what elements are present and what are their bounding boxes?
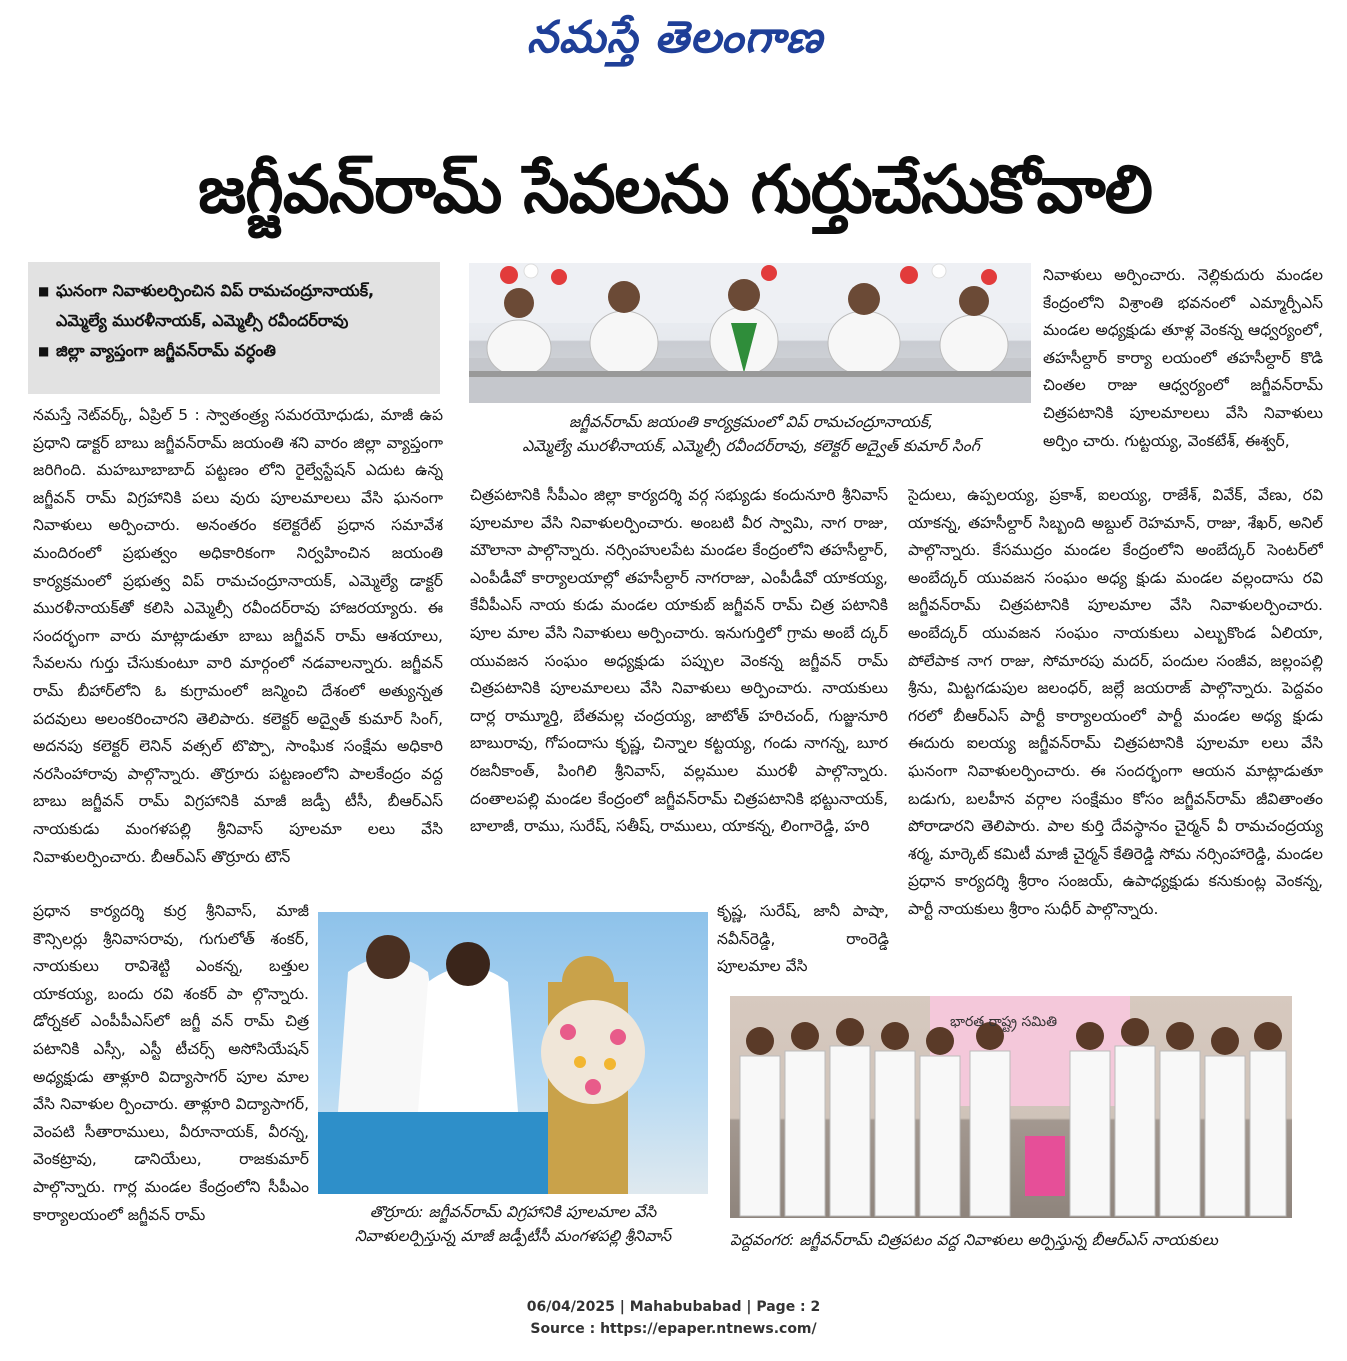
article-paragraph: కృష్ణ, సురేష్, జానీ పాషా, నవీన్‌రెడ్డి, రాంరెడ్డి పూలమాల వేసి bbox=[717, 902, 889, 976]
page-footer bbox=[0, 1296, 1347, 1340]
deck-item-continuation bbox=[38, 306, 430, 336]
article-column-3-continued bbox=[908, 482, 1323, 982]
deck-box bbox=[28, 262, 440, 394]
article-paragraph: నివాళులు అర్పించారు. నెల్లికుదురు మండల కేంద్రంలోని విశ్రాంతి భవనంలో ఎమ్మార్పీఎస్ మండల అధ్యక్షుడు తూళ్ల వెంకన్న ఆధ్వర్యంలో, తహసీల్దార్ కార్యా లయంలో తహసీల్దార్ కొడి చింతల రాజు ఆధ్వర్యంలో జగ్జీవన్‌రామ్ చిత్రపటానికి పూలమాలలు వేసి నివాళులు అర్పిం చారు. గుట్టయ్య, వెంకటేశ్, ఈశ్వర్, bbox=[1043, 266, 1323, 450]
photo3-caption: పెద్దవంగర: జగ్జీవన్‌రామ్ చిత్రపటం వద్ద నివాళులు అర్పిస్తున్న బీఆర్‌ఎస్ నాయకులు bbox=[730, 1231, 1218, 1249]
deck-item bbox=[38, 276, 430, 306]
photo-group-illustration bbox=[730, 996, 1292, 1218]
footer-source: Source : https://epaper.ntnews.com/ bbox=[530, 1321, 817, 1337]
masthead-title: నమస్తే తెలంగాణ bbox=[526, 12, 824, 63]
footer-edition-info: 06/04/2025 | Mahabubabad | Page : 2 bbox=[526, 1299, 821, 1315]
photo-officials-dais bbox=[469, 263, 1031, 403]
photo-officials-illustration bbox=[469, 263, 1031, 403]
article-column-2 bbox=[470, 482, 888, 896]
photo2-caption bbox=[318, 1200, 708, 1250]
caption-line: జగ్జీవన్‌రామ్ జయంతి కార్యక్రమంలో విప్ రామచంద్రూనాయక్, bbox=[568, 413, 934, 431]
article-paragraph: సైదులు, ఉప్పలయ్య, ప్రకాశ్, ఐలయ్య, రాజేశ్, వివేక్, వేణు, రవి యాకన్న, తహసీల్దార్ సిబ్బంది అబ్దుల్ రెహమాన్, రాజు, శేఖర్, అనిల్ పాల్గొన్నారు. కేసముద్రం మండల కేంద్రంలోని అంబేద్కర్ సెంటర్‌లో అంబేద్కర్ యువజన సంఘం అధ్య క్షుడు మండల వల్లందాసు రవి జగ్జీవన్‌రామ్ చిత్రపటానికి పూలమాల వేసి నివాళులర్పించారు. అంబేద్కర్ యువజన సంఘం నాయకులు ఎల్బుకొండ ఏలియా, పోలేపాక నాగ రాజు, సోమారపు మదర్, పందుల సంజీవ, జల్లంపల్లి శ్రీను, మిట్టగడుపుల జలంధర్, జల్లే జయరాజ్ పాల్గొన్నారు. పెద్దవం గరలో బీఆర్‌ఎస్ పార్టీ కార్యాలయంలో పార్టీ మండల అధ్య క్షుడు ఈదురు ఐలయ్య జగ్జీవన్‌రామ్ చిత్రపటానికి పూలమా లలు వేసి ఘనంగా నివాళులర్పించారు. ఈ సందర్భంగా ఆయన మాట్లాడుతూ బడుగు, బలహీన వర్గాల సంక్షేమం కోసం జగ్జీవన్‌రామ్ జీవితాంతం పోరాడారని తెలిపారు. పాల కుర్తి దేవస్థానం చైర్మన్ వీ రామచంద్రయ్య శర్మ, మార్కెట్ కమిటీ మాజీ చైర్మన్ కేతిరెడ్డి సోమ నర్సింహారెడ్డి, మండల ప్రధాన కార్యదర్శి శ్రీరాం సంజయ్, ఉపాధ్యక్షుడు కనుకుంట్ల వెంకన్న, పార్టీ నాయకులు శ్రీరాం సుధీర్ పాల్గొన్నారు. bbox=[908, 486, 1323, 918]
masthead bbox=[470, 12, 880, 74]
headline: జగ్జీవన్‌రామ్ సేవలను గుర్తుచేసుకోవాలి bbox=[198, 151, 1152, 228]
deck-item-text: ఘనంగా నివాళులర్పించిన విప్ రామచంద్రూనాయక్, bbox=[56, 281, 375, 300]
article-column-1 bbox=[33, 402, 443, 896]
deck-item-text: ఎమ్మెల్యే మురళీనాయక్, ఎమ్మెల్సీ రవీందర్‌రావు bbox=[56, 311, 349, 330]
photo-statue-garlanding bbox=[318, 912, 708, 1194]
photo-statue-illustration bbox=[318, 912, 708, 1194]
article-column-1-continued bbox=[33, 898, 309, 1256]
square-bullet-icon: ■ bbox=[38, 344, 50, 358]
banner-text: భారత రాష్ట్ర సమితి bbox=[950, 1014, 1058, 1030]
article-column-3 bbox=[1043, 262, 1323, 484]
deck-item-text: జిల్లా వ్యాప్తంగా జగ్జీవన్‌రామ్ వర్ధంతి bbox=[56, 341, 276, 360]
square-bullet-icon: ■ bbox=[38, 284, 50, 298]
article-paragraph: చిత్రపటానికి సీపీఎం జిల్లా కార్యదర్శి వర్గ సభ్యుడు కందునూరి శ్రీనివాస్ పూలమాల వేసి నివాళులర్పించారు. అంబటి వీర స్వామి, నాగ రాజు, మౌలానా పాల్గొన్నారు. నర్సింహులపేట మండల కేంద్రంలోని తహసీల్దార్, ఎంపీడీవో కార్యాలయాల్లో తహసీల్దార్ నాగరాజు, ఎంపీడీవో యాకయ్య, కేవీపీఎస్ నాయ కుడు మండల యాకుబ్ జగ్జీవన్ రామ్ చిత్ర పటానికి పూల మాల వేసి నివాళులు అర్పించారు. ఇనుగుర్తిలో గ్రామ అంబే ద్కర్ యువజన సంఘం అధ్యక్షుడు పప్పుల వెంకన్న జగ్జీవన్ రామ్ చిత్రపటానికి పూలమాలలు వేసి నివాళులు అర్పించారు. నాయకులు దార్ల రామ్మూర్తి, బేతమల్ల చంద్రయ్య, జాటోత్ హరిచంద్, గుజ్జునూరి బాబురావు, గోపందాసు కృష్ణ, చిన్నాల కట్టయ్య, గండు నాగన్న, బూర రజనీకాంత్, పింగిలి శ్రీనివాస్, వల్లముల మురళీ పాల్గొన్నారు. దంతాలపల్లి మండల కేంద్రంలో జగ్జీవన్‌రామ్ చిత్రపటానికి భట్టునాయక్, బాలాజీ, రాము, సురేష్, సతీష్, రాములు, యాకన్న, లింగారెడ్డి, హరి bbox=[470, 486, 888, 836]
caption-line: ఎమ్మెల్యే మురళీనాయక్, ఎమ్మెల్సీ రవీందర్‌రావు, కలెక్టర్ అద్వైత్ కుమార్ సింగ్ bbox=[522, 437, 980, 455]
caption-line: నివాళులర్పిస్తున్న మాజీ జడ్పీటీసీ మంగళపల్లి శ్రీనివాస్ bbox=[354, 1227, 672, 1245]
caption-line: తొర్రూరు: జగ్జీవన్‌రామ్ విగ్రహానికి పూలమాల వేసి bbox=[369, 1203, 657, 1221]
article-column-2-continued bbox=[717, 898, 889, 1010]
photo-brs-leaders-group bbox=[730, 996, 1292, 1218]
article-paragraph: ప్రధాన కార్యదర్శి కుర్ర శ్రీనివాస్, మాజీ కౌన్సిలర్లు శ్రీనివాసరావు, గుగులోత్ శంకర్, నాయకులు రావిశెట్టి ఎంకన్న, బత్తుల యాకయ్య, బందు రవి శంకర్ పా ల్గొన్నారు. డోర్నకల్ ఎంపీపీఎస్‌లో జగ్జీ వన్ రామ్ చిత్ర పటానికి ఎస్సీ, ఎస్టీ టీచర్స్ అసోసియేషన్ అధ్యక్షుడు తాళ్లూరి విద్యాసాగర్ పూల మాల వేసి నివాళుల ర్పించారు. తాళ్లూరి విద్యాసాగర్, వెంపటి సీతారాములు, వీరూనాయక్, వీరన్న, వెంకట్రావు, డానియేలు, రాజకుమార్ పాల్గొన్నారు. గార్ల మండల కేంద్రంలోని సీపీఎం కార్యాలయంలో జగ్జీవన్ రామ్ bbox=[33, 902, 309, 1224]
photo1-caption bbox=[470, 410, 1032, 464]
article-paragraph: నమస్తే నెట్‌వర్క్, ఏప్రిల్ 5 : స్వాతంత్ర్య సమరయోధుడు, మాజీ ఉప ప్రధాని డాక్టర్ బాబు జగ్జీవన్‌రామ్ జయంతి శని వారం జిల్లా వ్యాప్తంగా జరిగింది. మహబూబాబాద్ పట్టణం లోని రైల్వేస్టేషన్ ఎదుట ఉన్న జగ్జీవన్ రామ్ విగ్రహానికి పలు వురు పూలమాలలు వేసి ఘనంగా నివాళులు అర్పించారు. అనంతరం కలెక్టరేట్ ప్రధాన సమావేశ మందిరంలో ప్రభుత్వం అధికారికంగా నిర్వహించిన జయంతి కార్యక్రమంలో ప్రభుత్వ విప్ రామచంద్రూనాయక్, ఎమ్మెల్యే డాక్టర్ మురళీనాయక్‌తో కలిసి ఎమ్మెల్సీ రవీందర్‌రావు హాజరయ్యారు. ఈ సందర్భంగా వారు మాట్లాడుతూ బాబు జగ్జీవన్ రామ్ ఆశయాలు, సేవలను గుర్తు చేసుకుంటూ వారి మార్గంలో నడవాలన్నారు. జగ్జీవన్ రామ్ బీహార్‌లోని ఓ కుగ్రామంలో జన్మించి దేశంలో అత్యున్నత పదవులు అలంకరించారని తెలిపారు. కలెక్టర్ అద్వైత్ కుమార్ సింగ్, అదనపు కలెక్టర్ లెనిన్ వత్సల్ టొప్పొ, సాంఘిక సంక్షేమ అధికారి నరసింహారావు పాల్గొన్నారు. తొర్రూరు పట్టణంలోని పాలకేంద్రం వద్ద బాబు జగ్జీవన్ రామ్ విగ్రహానికి మాజీ జడ్పీ టీసీ, బీఆర్‌ఎస్ నాయకుడు మంగళపల్లి శ్రీనివాస్ పూలమా లలు వేసి నివాళులర్పించారు. బీఆర్‌ఎస్ తొర్రూరు టౌన్ bbox=[33, 406, 443, 866]
deck-item bbox=[38, 336, 430, 366]
